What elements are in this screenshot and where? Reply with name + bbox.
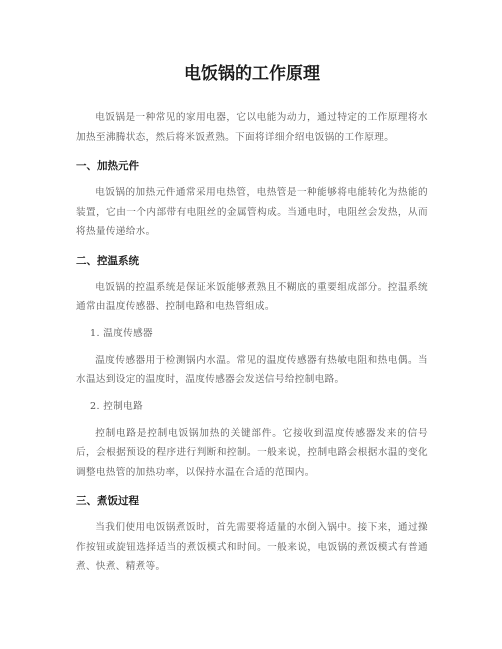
document-title: 电饭锅的工作原理 xyxy=(184,64,320,84)
section-paragraph-cooking-process: 当我们使用电饭锅煮饭时，首先需要将适量的水倒入锅中。接下来，通过操作按钮或旋钮选择适当的煮饭模式和时间。一般来说，电饭锅的煮饭模式有普通煮、快煮、精煮等。 xyxy=(76,522,428,572)
subsection-heading-temperature-sensor: 1. 温度传感器 xyxy=(90,327,153,339)
subsection-paragraph-control-circuit: 控制电路是控制电饭锅加热的关键部件。它接收到温度传感器发来的信号后，会根据预设的程序进行判断和控制。一般来说，控制电路会根据水温的变化调整电热管的加热功率，以保持水温在合适的范围内。 xyxy=(76,427,428,478)
section-paragraph-heating-element: 电饭锅的加热元件通常采用电热管，电热管是一种能够将电能转化为热能的装置，它由一个内部带有电阻丝的金属管构成。当通电时，电阻丝会发热，从而将热量传递给水。 xyxy=(76,187,428,237)
section-heading-cooking-process: 三、煮饭过程 xyxy=(76,495,139,507)
section-paragraph-temperature-control: 电饭锅的控温系统是保证米饭能够煮熟且不糊底的重要组成部分。控温系统通常由温度传感器、控制电路和电热管组成。 xyxy=(76,281,428,312)
subsection-paragraph-temperature-sensor: 温度传感器用于检测锅内水温。常见的温度传感器有热敏电阻和热电偶。当水温达到设定的温度时，温度传感器会发送信号给控制电路。 xyxy=(76,354,428,385)
section-heading-heating-element: 一、加热元件 xyxy=(76,160,139,172)
subsection-heading-control-circuit: 2. 控制电路 xyxy=(90,400,144,412)
section-heading-temperature-control: 二、控温系统 xyxy=(76,254,139,267)
intro-paragraph: 电饭锅是一种常见的家用电器，它以电能为动力，通过特定的工作原理将水加热至沸腾状态，然后将米饭煮熟。下面将详细介绍电饭锅的工作原理。 xyxy=(76,112,428,143)
